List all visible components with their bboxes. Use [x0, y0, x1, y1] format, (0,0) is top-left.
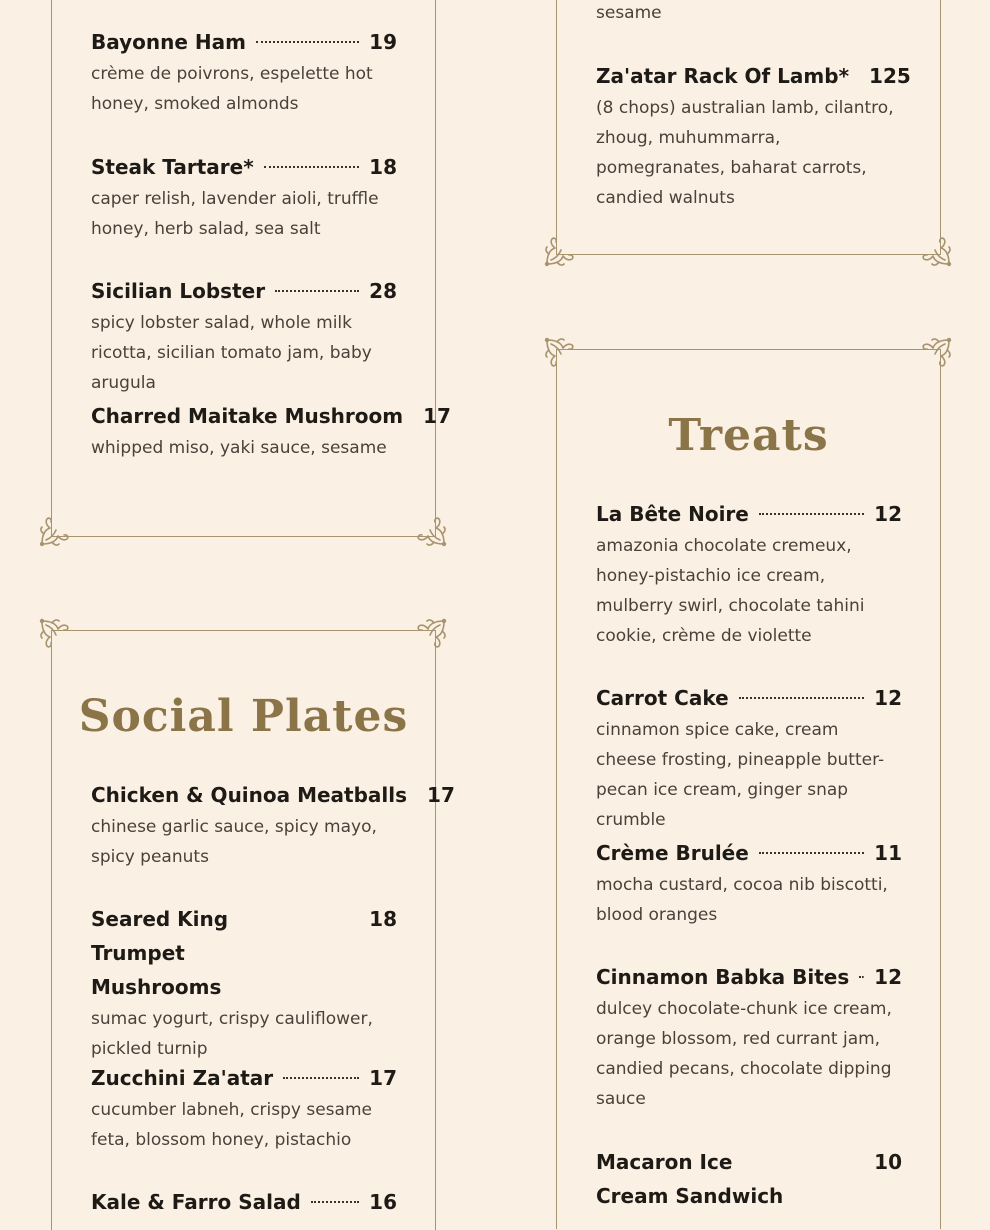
item-price: 12 — [874, 502, 902, 526]
dot-leader — [264, 166, 360, 168]
item-description: (8 chops) australian lamb, cilantro, zhoug, muhummarra, pomegranates, baharat carrots, candied walnuts — [596, 98, 894, 208]
item-price: 12 — [874, 686, 902, 710]
item-price: 16 — [369, 1190, 397, 1214]
item-price: 17 — [423, 404, 451, 428]
item-price: 28 — [369, 279, 397, 303]
menu-item — [91, 274, 397, 398]
social-plates-panel — [51, 630, 455, 1230]
dot-leader — [739, 697, 864, 699]
item-description: caper relish, lavender aioli, truffle honey, herb salad, sea salt — [91, 189, 379, 239]
item-description: chinese garlic sauce, spicy mayo, spicy peanuts — [91, 817, 377, 867]
item-name: La Bête Noire — [596, 502, 749, 526]
flourish-corner-icon — [921, 336, 953, 368]
item-price: 10 — [874, 1150, 902, 1174]
item-description: amazonia chocolate cremeux, honey-pistachio ice cream, mulberry swirl, chocolate tahini cookie, crème de violette — [596, 536, 865, 646]
item-name: Za'atar Rack Of Lamb* — [596, 64, 850, 88]
dot-leader — [759, 513, 864, 515]
flourish-corner-icon — [38, 516, 70, 548]
item-name: Kale & Farro Salad — [91, 1190, 301, 1214]
item-description: cucumber labneh, crispy sesame feta, blossom honey, pistachio — [91, 1100, 372, 1150]
item-name: Macaron Ice Cream Sandwich — [596, 1150, 784, 1208]
item-price: 17 — [427, 783, 455, 807]
item-description: mocha custard, cocoa nib biscotti, blood oranges — [596, 875, 888, 925]
dot-leader — [759, 852, 864, 854]
treats-panel — [556, 349, 941, 1229]
flourish-corner-icon — [543, 236, 575, 268]
item-description: whipped miso, yaki sauce, sesame — [91, 438, 387, 458]
flourish-corner-icon — [38, 617, 70, 649]
item-description: spicy lobster salad, whole milk ricotta, sicilian tomato jam, baby arugula — [91, 313, 372, 393]
item-description: crème de poivrons, espelette hot honey, smoked almonds — [91, 64, 373, 114]
menu-item — [91, 150, 397, 244]
menu-item — [91, 25, 397, 119]
item-name: Steak Tartare* — [91, 155, 254, 179]
item-price: 17 — [369, 1066, 397, 1090]
section-title: Social Plates — [78, 691, 409, 742]
section-title: Treats — [668, 410, 829, 461]
flourish-corner-icon — [416, 516, 448, 548]
item-name: Cinnamon Babka Bites — [596, 965, 850, 989]
item-description: cinnamon spice cake, cream cheese frosting, pineapple butter-pecan ice cream, ginger snap crumble — [596, 720, 885, 830]
menu-item — [91, 399, 451, 463]
flourish-corner-icon — [416, 617, 448, 649]
item-price: 19 — [369, 30, 397, 54]
menu-item — [596, 681, 902, 835]
item-price: 11 — [874, 841, 902, 865]
dot-leader — [859, 976, 864, 978]
dot-leader — [283, 1077, 359, 1079]
item-name: Charred Maitake Mushroom — [91, 404, 404, 428]
item-description: dulcey chocolate-chunk ice cream, orange blossom, red currant jam, candied pecans, chocolate dipping sauce — [596, 999, 892, 1109]
item-description: sesame — [596, 3, 662, 23]
item-name: Sicilian Lobster — [91, 279, 266, 303]
dot-leader — [256, 41, 359, 43]
item-name: Zucchini Za'atar — [91, 1066, 274, 1090]
item-name: Crème Brulée — [596, 841, 749, 865]
item-price: 18 — [369, 155, 397, 179]
right-top-panel — [556, 0, 941, 255]
menu-item — [91, 778, 455, 872]
item-price: 18 — [369, 907, 397, 931]
menu-item — [91, 902, 397, 1064]
item-name: Bayonne Ham — [91, 30, 246, 54]
item-price: 12 — [874, 965, 902, 989]
item-name: Chicken & Quinoa Meatballs — [91, 783, 408, 807]
menu-item — [596, 59, 911, 213]
left-top-panel — [51, 0, 451, 537]
menu-item — [596, 960, 902, 1114]
item-name: Carrot Cake — [596, 686, 729, 710]
flourish-corner-icon — [921, 236, 953, 268]
dot-leader — [275, 290, 359, 292]
menu-item — [596, 836, 902, 930]
flourish-corner-icon — [543, 336, 575, 368]
menu-item — [91, 1061, 397, 1155]
item-price: 125 — [869, 64, 911, 88]
menu-item — [91, 1185, 397, 1219]
item-name: Seared King Trumpet Mushrooms — [91, 907, 229, 999]
item-description: sumac yogurt, crispy cauliflower, pickled turnip — [91, 1009, 373, 1059]
menu-item — [596, 497, 902, 651]
